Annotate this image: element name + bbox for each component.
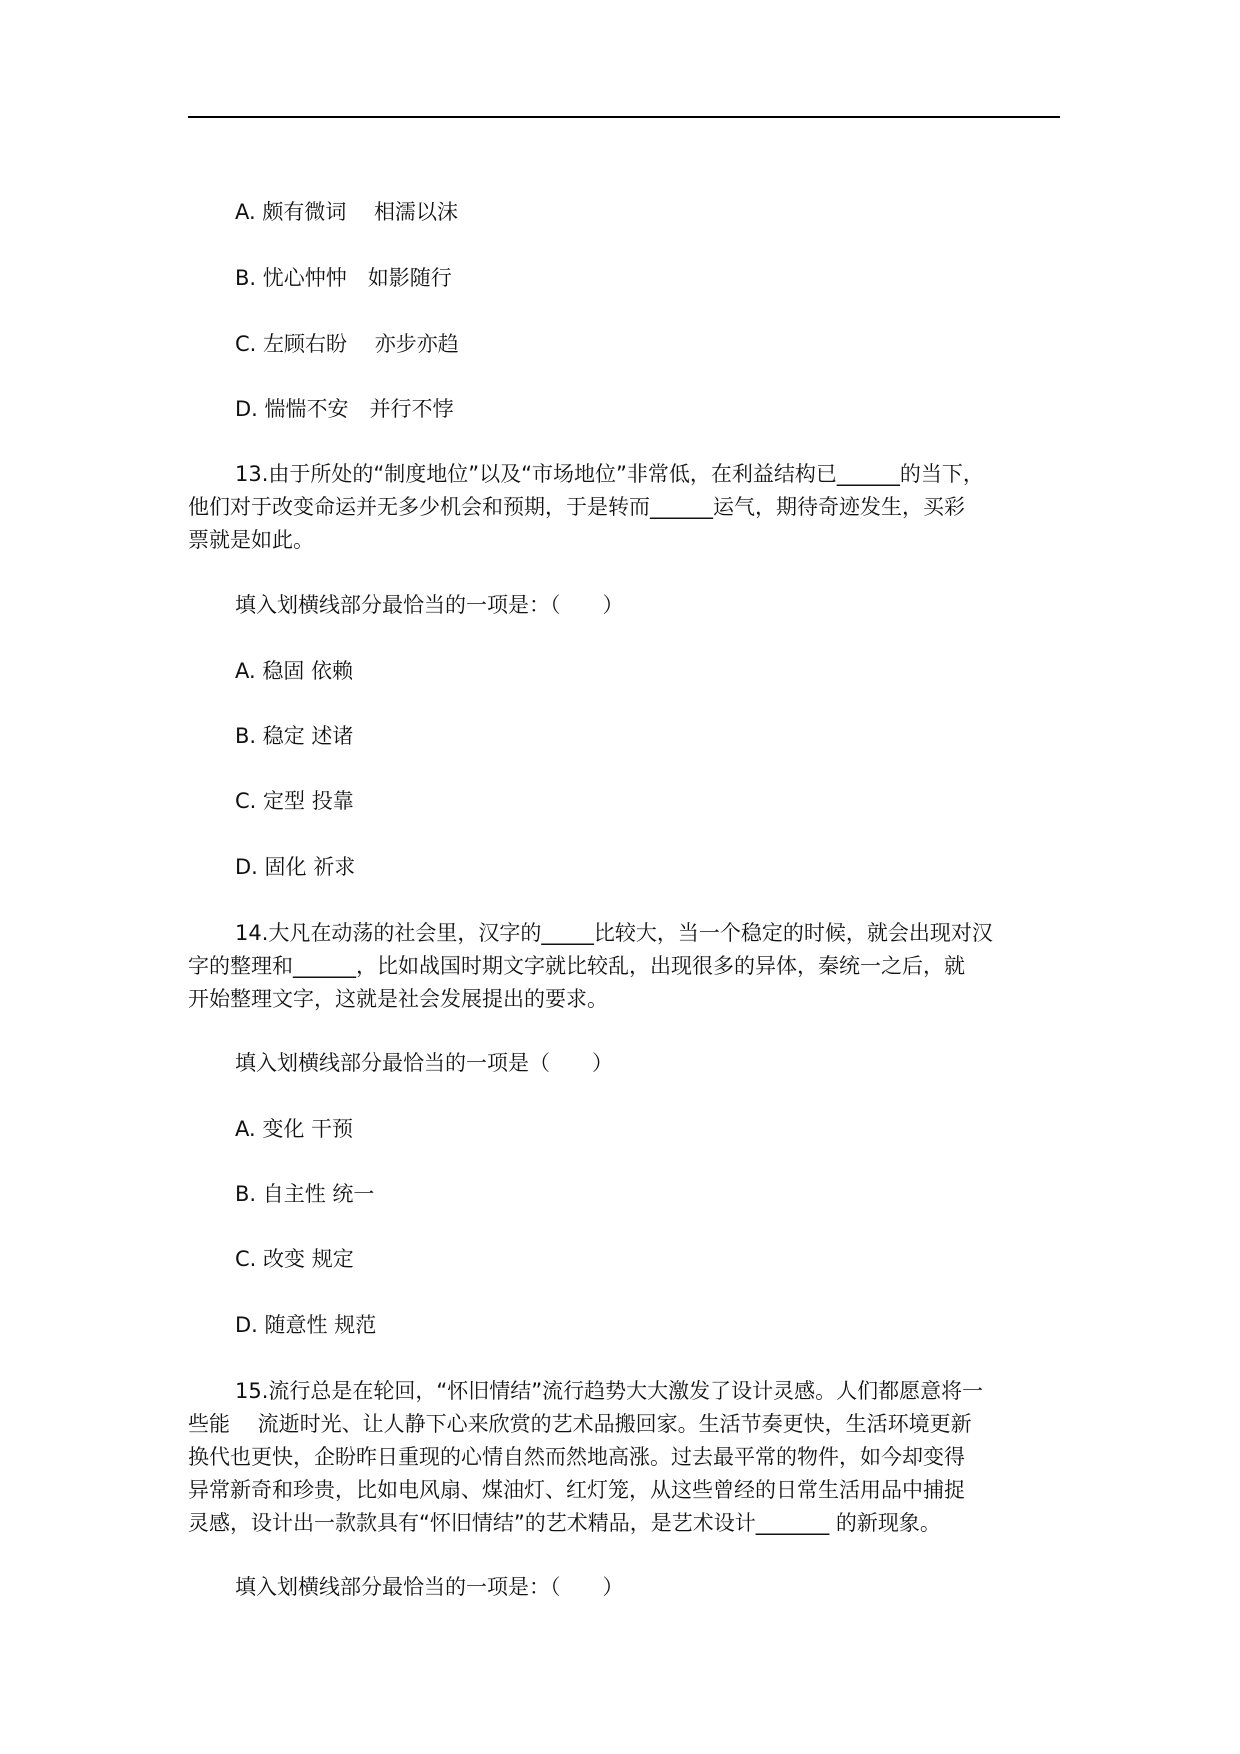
q13-stem-line: 13.由于所处的“制度地位”以及“市场地位”非常低，在利益结构已______的当下，	[235, 462, 984, 486]
q14-option-c: C. 改变 规定	[235, 1247, 354, 1271]
q14-option-d: D. 随意性 规范	[235, 1313, 377, 1337]
q12-option-d: D. 惴惴不安 并行不悖	[235, 397, 454, 421]
q15-stem-line: 灵感，设计出一款款具有“怀旧情结”的艺术精品，是艺术设计_______ 的新现象。	[188, 1511, 941, 1535]
q15-stem	[188, 1375, 1060, 1540]
q13-option-a: A. 稳固 依赖	[235, 659, 354, 683]
q14-stem	[188, 917, 1060, 1016]
q14-prompt: 填入划横线部分最恰当的一项是（ ）	[235, 1051, 613, 1075]
q15-stem-line: 异常新奇和珍贵，比如电风扇、煤油灯、红灯笼，从这些曾经的日常生活用品中捕捉	[188, 1478, 965, 1502]
q14-stem-line: 14.大凡在动荡的社会里，汉字的_____比较大，当一个稳定的时候，就会出现对汉	[235, 921, 993, 945]
q15-stem-line: 15.流行总是在轮回，“怀旧情结”流行趋势大大激发了设计灵感。人们都愿意将一	[235, 1379, 984, 1403]
q14-stem-line: 字的整理和______，比如战国时期文字就比较乱，出现很多的异体，秦统一之后，就	[188, 954, 965, 978]
q12-option-a: A. 颇有微词 相濡以沫	[235, 200, 459, 224]
q13-stem	[188, 458, 1060, 557]
q13-option-d: D. 固化 祈求	[235, 855, 356, 879]
q13-option-c: C. 定型 投靠	[235, 789, 354, 813]
q14-stem-line: 开始整理文字，这就是社会发展提出的要求。	[188, 987, 608, 1011]
q15-stem-line: 换代也更快，企盼昨日重现的心情自然而然地高涨。过去最平常的物件，如今却变得	[188, 1445, 965, 1469]
q13-prompt: 填入划横线部分最恰当的一项是：（ ）	[235, 593, 624, 617]
q15-stem-line: 些能 流逝时光、让人静下心来欣赏的艺术品搬回家。生活节奏更快，生活环境更新	[188, 1412, 972, 1436]
q14-option-a: A. 变化 干预	[235, 1117, 354, 1141]
q13-option-b: B. 稳定 述诸	[235, 724, 354, 748]
q13-stem-line: 票就是如此。	[188, 528, 314, 552]
q14-option-b: B. 自主性 统一	[235, 1182, 375, 1206]
q15-prompt: 填入划横线部分最恰当的一项是：（ ）	[235, 1575, 624, 1599]
q12-option-c: C. 左顾右盼 亦步亦趋	[235, 332, 459, 356]
q12-option-b: B. 忧心忡忡 如影随行	[235, 266, 452, 290]
q13-stem-line: 他们对于改变命运并无多少机会和预期，于是转而______运气，期待奇迹发生，买彩	[188, 495, 965, 519]
header-rule	[188, 116, 1060, 118]
